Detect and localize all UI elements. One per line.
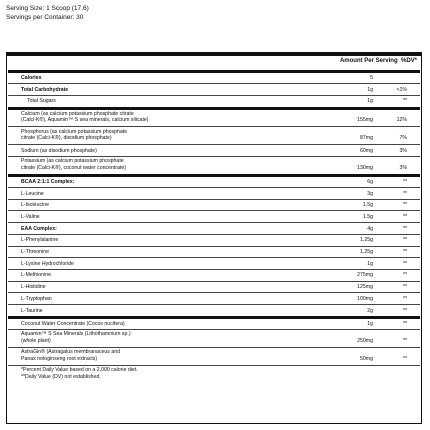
- nutrient-dv: **: [402, 98, 407, 105]
- nutrient-amount: 3g: [367, 190, 373, 197]
- nutrient-dv: 7%: [399, 135, 407, 142]
- nutrient-row: [7, 188, 421, 199]
- nutrient-amount: 1.25g: [360, 249, 373, 255]
- nutrient-row: [7, 258, 421, 269]
- nutrient-row: [7, 234, 421, 245]
- nutrient-dv: **: [402, 355, 407, 362]
- supplement-facts-panel: [6, 52, 422, 424]
- nutrient-amount: 250mg: [357, 337, 373, 344]
- nutrient-label-line1: Phosphorus (as calcium potassium phosphate: [21, 128, 128, 135]
- nutrient-label: Total Carbohydrate: [21, 86, 69, 93]
- dv-header: %DV*: [400, 58, 417, 64]
- nutrient-amount: 275mg: [357, 272, 373, 279]
- row-divider: [8, 83, 420, 84]
- nutrient-row: [7, 84, 421, 95]
- thick-divider: [8, 316, 420, 319]
- nutrient-amount: 1.5g: [362, 213, 373, 220]
- nutrient-row: [7, 127, 421, 145]
- row-divider: [8, 156, 420, 157]
- nutrient-row: [7, 329, 421, 347]
- nutrient-row: [7, 145, 421, 156]
- nutrient-amount: 100mg: [357, 295, 373, 302]
- nutrient-label-line1: Calcium (as calcium potassium phosphate citrate: [21, 110, 134, 117]
- nutrient-amount: 2g: [367, 307, 373, 314]
- nutrient-dv: 12%: [396, 117, 407, 124]
- nutrient-dv: **: [402, 284, 407, 291]
- nutrient-label: BCAA 2:1:1 Complex:: [21, 178, 75, 185]
- footnote-dv-not-established: **Daily Value (DV) not established.: [21, 373, 101, 380]
- row-divider: [8, 365, 420, 366]
- row-divider: [8, 199, 420, 200]
- nutrient-row: [7, 156, 421, 174]
- row-divider: [8, 126, 420, 127]
- nutrient-dv: **: [402, 272, 407, 279]
- nutrient-label: L-Threonine: [21, 249, 49, 255]
- nutrient-row: [7, 211, 421, 222]
- nutrient-row: [7, 269, 421, 280]
- nutrient-amount: 5: [370, 75, 373, 81]
- row-divider: [8, 95, 420, 96]
- row-divider: [8, 329, 420, 330]
- nutrient-amount: 155mg: [357, 117, 373, 124]
- nutrient-dv: **: [402, 249, 407, 255]
- nutrient-amount: 1.25g: [360, 237, 373, 244]
- nutrient-label-line2: (whole plant): [21, 337, 51, 344]
- nutrient-dv: **: [402, 213, 407, 220]
- nutrient-row: [7, 347, 421, 365]
- nutrient-row: [7, 246, 421, 257]
- row-divider: [8, 187, 420, 188]
- nutrient-label: L-Lysine Hydrochloride: [21, 260, 74, 267]
- nutrient-label: Calories: [21, 75, 42, 81]
- nutrient-label: L-Phenylalanine: [21, 237, 59, 244]
- nutrient-amount: 4g: [367, 225, 373, 232]
- row-divider: [8, 210, 420, 211]
- serving-size: Serving Size: 1 Scoop (17.6): [6, 5, 89, 12]
- nutrient-dv: 3%: [399, 164, 407, 171]
- amount-per-serving-header: Amount Per Serving: [339, 58, 398, 64]
- row-divider: [8, 222, 420, 223]
- nutrient-label-line1: Aquamin™ S Sea Minerals (Lithothamnium sp.): [21, 331, 131, 338]
- nutrient-amount: 1g: [367, 86, 373, 93]
- nutrient-label: L-Taurine: [21, 307, 43, 314]
- row-divider: [8, 269, 420, 270]
- footnote-percent-dv: *Percent Daily Value based on a 2,000 calorie diet.: [21, 367, 138, 374]
- nutrient-row: [7, 95, 421, 106]
- nutrient-dv: **: [402, 225, 407, 232]
- nutrient-label: L-Tryptophan: [21, 295, 52, 302]
- thick-divider: [8, 174, 420, 177]
- nutrient-amount: 60mg: [360, 147, 373, 154]
- nutrient-label: L-Histidine: [21, 284, 46, 291]
- nutrient-dv: **: [402, 307, 407, 314]
- nutrient-row: [7, 109, 421, 127]
- nutrient-dv: **: [402, 190, 407, 197]
- thick-divider: [8, 107, 420, 110]
- nutrient-dv: **: [402, 178, 407, 185]
- nutrient-amount: 125mg: [357, 284, 373, 291]
- nutrient-dv: **: [402, 237, 407, 244]
- nutrient-row: [7, 293, 421, 304]
- nutrient-dv: **: [402, 295, 407, 302]
- nutrient-row: [7, 223, 421, 234]
- nutrient-amount: 50mg: [360, 355, 373, 362]
- nutrient-amount: 1g: [367, 320, 373, 327]
- nutrient-amount: 6g: [367, 178, 373, 185]
- nutrient-label-line1: Potassium (as calcium potassium phosphate: [21, 158, 124, 165]
- nutrient-row: [7, 318, 421, 329]
- nutrient-label-line2: citrate (Calci-K®), coconut water concentrate): [21, 164, 127, 171]
- nutrient-label: L-Leucine: [21, 190, 44, 197]
- nutrient-dv: 3%: [399, 147, 407, 154]
- nutrient-row: [7, 72, 421, 83]
- nutrient-amount: 1g: [367, 260, 373, 267]
- row-divider: [8, 304, 420, 305]
- row-divider: [8, 257, 420, 258]
- nutrient-label-line2: Panax notoginseng root extracts): [21, 355, 98, 362]
- nutrient-dv: **: [402, 320, 407, 327]
- nutrient-amount: 1.5g: [362, 202, 373, 209]
- thick-divider: [8, 70, 420, 73]
- nutrient-label: Total Sugars: [27, 98, 56, 105]
- nutrient-row: [7, 305, 421, 316]
- nutrient-label: Coconut Water Concentrate (Cocos nucifera): [21, 320, 125, 327]
- nutrient-row: [7, 199, 421, 210]
- nutrient-label: EAA Complex:: [21, 225, 57, 232]
- servings-per-container: Servings per Container: 30: [6, 14, 84, 21]
- row-divider: [8, 144, 420, 145]
- row-divider: [8, 234, 420, 235]
- nutrient-row: [7, 176, 421, 187]
- nutrient-dv: **: [402, 260, 407, 267]
- nutrient-dv: **: [402, 202, 407, 209]
- nutrient-label-line2: citrate (Calci-K®), disodium phosphate): [21, 135, 112, 142]
- nutrient-label: L-Isoleucine: [21, 202, 49, 209]
- row-divider: [8, 292, 420, 293]
- column-headers: [340, 58, 417, 64]
- nutrient-dv: <1%: [396, 86, 407, 93]
- nutrient-row: [7, 281, 421, 292]
- nutrient-label: Sodium (as disodium phosphate): [21, 147, 97, 154]
- nutrient-dv: **: [402, 337, 407, 344]
- row-divider: [8, 347, 420, 348]
- nutrient-label-line1: AstraGin® (Astragalus membranaceus and: [21, 349, 120, 356]
- nutrient-amount: 1g: [367, 98, 373, 105]
- nutrient-label: L-Valine: [21, 213, 40, 220]
- nutrient-label: L-Methionine: [21, 272, 51, 279]
- row-divider: [8, 246, 420, 247]
- nutrient-amount: 130mg: [357, 164, 373, 171]
- nutrient-amount: 87mg: [360, 135, 373, 142]
- row-divider: [8, 281, 420, 282]
- nutrient-label-line2: (Calci-K®), Aquamin™ S sea minerals, calcium silicate): [21, 117, 149, 124]
